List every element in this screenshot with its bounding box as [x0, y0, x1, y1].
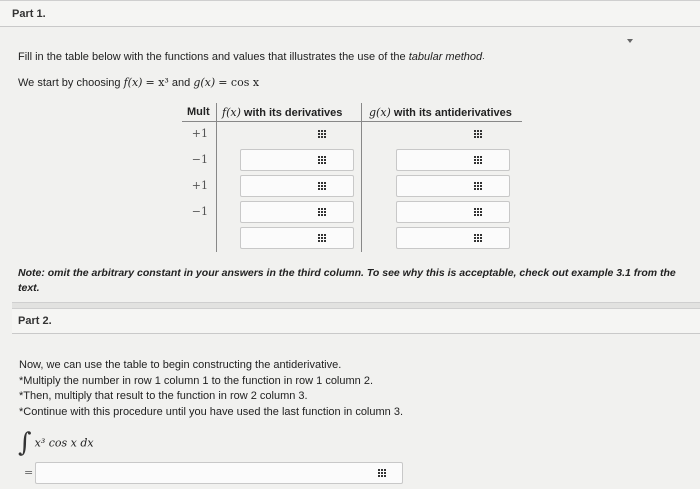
matrix-icon[interactable] — [474, 234, 484, 243]
mult-value: −1 — [191, 205, 208, 218]
note-text: Note: omit the arbitrary constant in your answers in the third column. To see why this is acceptable, check out example 3.1 from the text. — [18, 267, 676, 294]
antiderivative-answer-input[interactable] — [35, 462, 403, 484]
g-definition: = cos x — [218, 76, 260, 89]
matrix-icon[interactable] — [318, 130, 328, 139]
table-divider — [361, 103, 362, 252]
f-derivative-input[interactable] — [240, 201, 354, 223]
f-derivative-input[interactable] — [240, 175, 354, 197]
part2-label: Part 2. — [18, 315, 52, 327]
matrix-icon[interactable] — [474, 156, 484, 165]
section-divider — [12, 302, 700, 309]
matrix-icon[interactable] — [378, 469, 388, 478]
table-header-rule — [182, 121, 522, 122]
table-divider — [216, 103, 217, 252]
integral-expression — [18, 430, 94, 460]
f-derivative-input[interactable] — [240, 227, 354, 249]
equals-sign: = — [24, 466, 34, 479]
f-label: f(x) — [123, 76, 143, 89]
part2-line: Now, we can use the table to begin constructing the antiderivative. — [19, 359, 342, 371]
col-header-mult: Mult — [187, 106, 210, 118]
mult-value: +1 — [191, 179, 208, 192]
part2-instructions — [19, 358, 403, 420]
part1-label: Part 1. — [12, 8, 46, 20]
matrix-icon[interactable] — [474, 130, 484, 139]
instruction-text: Fill in the table below with the functions and values that illustrates the use of the tabular method. — [18, 51, 485, 63]
g-antiderivative-input[interactable] — [396, 227, 510, 249]
mult-value: +1 — [191, 127, 208, 140]
part1-header — [0, 0, 700, 27]
integral-sign: ∫ — [18, 428, 32, 458]
part2-header — [12, 309, 700, 334]
col-header-f: f(x) with its derivatives — [222, 106, 343, 119]
mult-value: −1 — [191, 153, 208, 166]
part2-line: *Then, multiply that result to the function in row 2 column 3. — [19, 390, 308, 402]
part2-line: *Multiply the number in row 1 column 1 to the function in row 1 column 2. — [19, 374, 374, 387]
col-header-g: g(x) with its antiderivatives — [369, 106, 512, 119]
integrand: x³ cos x dx — [34, 436, 94, 450]
matrix-icon[interactable] — [318, 156, 328, 165]
g-antiderivative-input[interactable] — [396, 175, 510, 197]
part2-line: *Continue with this procedure until you have used the last function in column 3. — [19, 405, 404, 418]
tabular-method-text: tabular method — [408, 51, 483, 63]
matrix-icon[interactable] — [474, 182, 484, 191]
matrix-icon[interactable] — [318, 234, 328, 243]
f-derivative-input[interactable] — [240, 149, 354, 171]
g-antiderivative-input[interactable] — [396, 201, 510, 223]
matrix-icon[interactable] — [474, 208, 484, 217]
matrix-icon[interactable] — [318, 208, 328, 217]
start-line: We start by choosing f(x) = x³ and g(x) = cos x — [18, 76, 260, 89]
f-definition: = x³ — [145, 76, 169, 89]
g-antiderivative-input[interactable] — [396, 149, 510, 171]
cursor-icon — [627, 39, 633, 43]
g-label: g(x) — [193, 76, 216, 89]
matrix-icon[interactable] — [318, 182, 328, 191]
